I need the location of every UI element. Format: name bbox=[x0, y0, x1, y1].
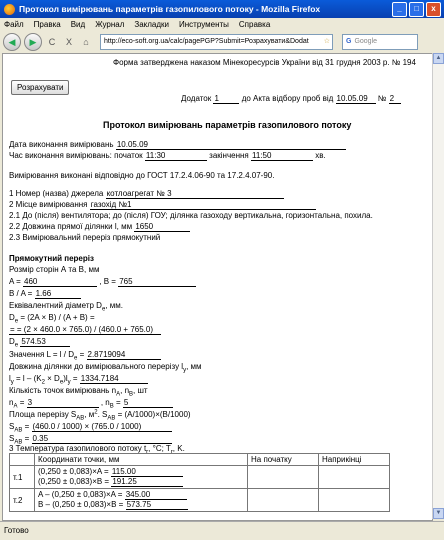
a-field[interactable]: 460 bbox=[23, 277, 97, 287]
scroll-down-icon[interactable]: ▼ bbox=[433, 508, 444, 519]
table-row-label: т.1 bbox=[10, 466, 35, 489]
ly-unit: , мм bbox=[186, 362, 202, 371]
nb-symbol: , $n_B$ = bbox=[100, 398, 121, 410]
ly-label-sub: y bbox=[183, 367, 187, 374]
temp-end-cell[interactable] bbox=[319, 489, 390, 512]
scroll-up-icon[interactable]: ▲ bbox=[433, 53, 444, 64]
coord-b-field[interactable]: 573.75 bbox=[126, 500, 188, 510]
item23-text: 2.3 Вимірювальний переріз прямокутний bbox=[9, 233, 161, 242]
coord-b-field[interactable]: 191.25 bbox=[111, 477, 183, 487]
menu-bookmarks[interactable]: Закладки bbox=[134, 20, 170, 29]
ly-field[interactable]: 1334.7184 bbox=[80, 374, 148, 384]
num-label: № bbox=[377, 94, 387, 103]
temp-label: 3 Температура газопилового потоку t bbox=[9, 444, 147, 453]
date-field[interactable]: 10.05.09 bbox=[116, 140, 346, 150]
measure-place-field[interactable]: газохід №1 bbox=[90, 200, 316, 210]
ly-formula-a: = l – (K bbox=[16, 374, 42, 383]
ly-formula-b: × D bbox=[44, 374, 60, 383]
sab-value-field[interactable]: 0.35 bbox=[32, 434, 172, 444]
temp-start-cell[interactable] bbox=[248, 489, 319, 512]
temp-unit: , °C; T bbox=[148, 444, 171, 453]
ly-label: Довжина ділянки до вимірювального перерізу l bbox=[9, 362, 184, 371]
date-row bbox=[9, 140, 346, 150]
b-field[interactable]: 765 bbox=[118, 277, 196, 287]
url-text: http://eco-soft.org.ua/calc/pagePGP?Submit=Розрахувати&Dodat bbox=[104, 38, 309, 45]
dodatok-field[interactable]: 1 bbox=[213, 94, 239, 104]
ly-formula: $l_y = l - (K_2 \times D_e)l_y$ = bbox=[9, 374, 78, 386]
length-field[interactable]: 1650 bbox=[134, 222, 190, 232]
de-value-sub: e bbox=[14, 342, 19, 349]
temp-label-row bbox=[9, 444, 185, 456]
table-row bbox=[10, 489, 390, 512]
menu-bar bbox=[0, 18, 444, 31]
calculate-button[interactable]: Розрахувати bbox=[11, 80, 69, 95]
menu-view[interactable]: Вид bbox=[70, 20, 86, 29]
gost-text: Вимірювання виконані відповідно до ГОСТ 17.2.4.06-90 та 17.2.4.07-90. bbox=[9, 171, 275, 180]
sab-calc-field[interactable]: (460.0 / 1000) × (765.0 / 1000) bbox=[32, 422, 172, 432]
search-input[interactable] bbox=[342, 34, 418, 50]
sab-calc-row bbox=[9, 422, 172, 432]
search-placeholder: Google bbox=[354, 38, 378, 45]
n-label-row bbox=[9, 386, 148, 398]
de-label-text: Еквівалентний діаметр D bbox=[9, 301, 102, 310]
ly-d-sub: e bbox=[59, 379, 64, 386]
time-row bbox=[9, 151, 326, 161]
temp-unit2: , K. bbox=[172, 444, 185, 453]
sab-unit: , м bbox=[84, 410, 95, 419]
temperature-table bbox=[9, 453, 390, 512]
de-formula: = (2A × B) / (A + B) = bbox=[20, 313, 95, 322]
temp-T-sub: r bbox=[170, 449, 173, 456]
dodatok-row bbox=[181, 94, 401, 104]
de-formula-row bbox=[9, 313, 95, 325]
time-start-field[interactable]: 11:30 bbox=[145, 151, 207, 161]
n-label-unit: , шт bbox=[133, 386, 148, 395]
sab-formula: = (A/1000)×(B/1000) bbox=[117, 410, 191, 419]
de-symbol-sub: e bbox=[14, 318, 19, 325]
google-icon: G bbox=[346, 38, 352, 45]
lde-row: Значення $L = l / D_e = 2.8719094$ bbox=[9, 350, 161, 360]
vertical-scrollbar[interactable] bbox=[432, 53, 444, 519]
n-label-sub-a: A bbox=[116, 391, 121, 398]
lde-sub: e bbox=[74, 355, 78, 362]
coord-label-a: (0,250 ± 0,083)×A = bbox=[38, 467, 109, 476]
home-button[interactable]: ⌂ bbox=[83, 37, 89, 47]
menu-help[interactable]: Справка bbox=[238, 20, 271, 29]
sab-value-symbol: $S_{AB}$ = bbox=[9, 434, 30, 446]
b-label: , B = bbox=[99, 277, 116, 286]
status-bar: Готово bbox=[0, 521, 444, 540]
n-label: Кількість точок вимірювань n bbox=[9, 386, 117, 395]
sab-label-row: Площа перерізу $S_{AB}$, $м^2$. $S_{AB} = (A/1000)\times(B/1000)$ bbox=[9, 409, 191, 422]
window-titlebar bbox=[0, 0, 444, 18]
nb-symbol-sub: B bbox=[109, 403, 114, 410]
table-header-end: Наприкінці bbox=[319, 454, 390, 466]
de-calc-text: = (2 × 460.0 × 765.0) / (460.0 + 765.0) bbox=[16, 325, 154, 334]
act-label: до Акта відбору проб від bbox=[241, 94, 334, 103]
sab-calc-symbol: $S_{AB}$ = bbox=[9, 422, 30, 434]
coord-label-b: (0,250 ± 0,083)×B = bbox=[38, 477, 110, 486]
item21-text: 2.1 До (після) вентилятора; до (після) ГОУ; ділянка газоходу вертикальна, горизонтальна, похила. bbox=[9, 211, 373, 220]
coord-label-a: A – (0,250 ± 0,083)×A = bbox=[38, 490, 123, 499]
item1-row bbox=[9, 189, 284, 199]
section-title: Прямокутний переріз bbox=[9, 254, 94, 263]
menu-tools[interactable]: Инструменты bbox=[179, 20, 229, 29]
coord-a-field[interactable]: 115.00 bbox=[111, 467, 183, 477]
de-calc-row bbox=[9, 325, 161, 335]
forward-button[interactable]: ▶ bbox=[24, 33, 42, 51]
ly-end-sub: y bbox=[67, 379, 71, 386]
bookmark-star-icon[interactable]: ☆ bbox=[323, 38, 330, 45]
ly-formula-c: ) bbox=[63, 374, 66, 383]
menu-history[interactable]: Журнал bbox=[95, 20, 125, 29]
navigation-toolbar bbox=[0, 32, 444, 52]
ly-label-row bbox=[9, 362, 202, 374]
stop-button[interactable]: X bbox=[65, 37, 72, 47]
de-calc-field[interactable]: = = (2 × 460.0 × 765.0) / (460.0 + 765.0) bbox=[9, 325, 161, 335]
temp-start-cell[interactable] bbox=[248, 466, 319, 489]
sab-formula-sub: AB bbox=[107, 415, 116, 422]
table-header-start: На початку bbox=[248, 454, 319, 466]
de-label bbox=[9, 301, 123, 313]
item22-row bbox=[9, 222, 190, 232]
n-label-mid: , n bbox=[120, 386, 130, 395]
de-value-symbol: $D_e$ bbox=[9, 337, 19, 349]
sab-label-sub: AB bbox=[76, 415, 85, 422]
de-label-sub: e bbox=[101, 306, 106, 313]
de-value-row bbox=[9, 337, 70, 347]
num-field[interactable]: 2 bbox=[389, 94, 401, 104]
na-symbol-sub: A bbox=[13, 403, 18, 410]
menu-file[interactable]: Файл bbox=[4, 20, 24, 29]
table-coord-cell bbox=[35, 466, 248, 489]
ab-row bbox=[9, 277, 196, 287]
item2-label: 2 Місце вимірювання bbox=[9, 200, 88, 209]
time-unit: хв. bbox=[315, 151, 326, 160]
window-title: Протокол вимірювань параметрів газопилового потоку - Mozilla Firefox bbox=[19, 4, 321, 14]
reload-button[interactable]: C bbox=[48, 37, 56, 47]
de-value-field[interactable]: 574.53 bbox=[20, 337, 70, 347]
date-label: Дата виконання вимірювань bbox=[9, 140, 114, 149]
source-name-field[interactable]: котлоагрегат № 3 bbox=[106, 189, 284, 199]
item2-row bbox=[9, 200, 316, 210]
back-button[interactable]: ◀ bbox=[3, 33, 21, 51]
ba-field[interactable]: 1.66 bbox=[35, 289, 81, 299]
n-label-sub-b: B bbox=[129, 391, 134, 398]
coord-label-b: B – (0,250 ± 0,083)×B = bbox=[38, 500, 124, 509]
address-bar[interactable] bbox=[100, 34, 333, 50]
nb-field[interactable]: 5 bbox=[123, 398, 173, 408]
table-header-empty bbox=[10, 454, 35, 466]
table-row bbox=[10, 466, 390, 489]
sab-calc-sub: AB bbox=[14, 427, 23, 434]
ly-k-sub: 2 bbox=[41, 379, 45, 386]
de-symbol: $D_e$ bbox=[9, 313, 19, 325]
item22-label: 2.2 Довжина прямої ділянки l, мм bbox=[9, 222, 133, 231]
act-date-field[interactable]: 10.05.09 bbox=[336, 94, 376, 104]
temp-end-cell[interactable] bbox=[319, 466, 390, 489]
table-coord-cell bbox=[35, 489, 248, 512]
ly-formula-row bbox=[9, 374, 148, 384]
lde-field[interactable]: 2.8719094 bbox=[87, 350, 161, 360]
maximize-button[interactable]: □ bbox=[409, 2, 424, 17]
page-content bbox=[2, 53, 433, 521]
firefox-icon bbox=[4, 4, 15, 15]
sab-value-row bbox=[9, 434, 172, 444]
minimize-button[interactable]: _ bbox=[392, 2, 407, 17]
time-end-field[interactable]: 11:50 bbox=[251, 151, 313, 161]
sab-label: Площа перерізу S bbox=[9, 410, 77, 419]
ba-row bbox=[9, 289, 81, 299]
table-header-coord: Координати точки, мм bbox=[35, 454, 248, 466]
ly-formula-sub: y bbox=[10, 379, 14, 386]
sab-formula-symbol: $S_{AB}$ bbox=[102, 410, 116, 422]
na-symbol: $n_A$ = bbox=[9, 398, 25, 410]
sides-label: Розмір сторін А та В, мм bbox=[9, 265, 100, 274]
na-field[interactable]: 3 bbox=[27, 398, 99, 408]
time-end-label: закінчення bbox=[209, 151, 249, 160]
sab-unit-sup: 2 bbox=[94, 409, 98, 416]
lde-label: Значення L = l / D bbox=[9, 350, 75, 359]
close-button[interactable]: x bbox=[426, 2, 441, 17]
time-label: Час виконання вимірювань: початок bbox=[9, 151, 143, 160]
table-row-label: т.2 bbox=[10, 489, 35, 512]
n-row bbox=[9, 398, 173, 408]
dodatok-label: Додаток bbox=[181, 94, 212, 103]
item1-label: 1 Номер (назва) джерела bbox=[9, 189, 104, 198]
sab-value-sub: AB bbox=[14, 439, 23, 446]
order-note: Форма затверджена наказом Мінекоресурсів України від 31 грудня 2003 р. № 194 bbox=[113, 58, 416, 67]
a-label: A = bbox=[9, 277, 21, 286]
table-header-row bbox=[10, 454, 390, 466]
menu-edit[interactable]: Правка bbox=[33, 20, 61, 29]
ba-label: B / A = bbox=[9, 289, 33, 298]
temp-t-sub: r bbox=[146, 449, 149, 456]
coord-a-field[interactable]: 345.00 bbox=[125, 490, 187, 500]
de-unit: , мм. bbox=[105, 301, 123, 310]
page-title: Протокол вимірювань параметрів газопилового потоку bbox=[103, 120, 352, 130]
